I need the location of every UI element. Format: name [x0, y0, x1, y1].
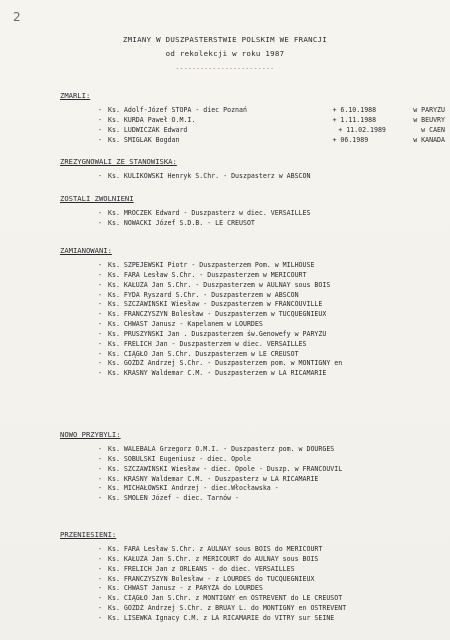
section-heading-zmarli: ZMARLI: [60, 91, 91, 100]
list-item: - Ks. PRUSZYŃSKI Jan . Duszpasterzem św.Genowefy w PARYŻU [60, 330, 445, 340]
list-item: - Ks. MROCZEK Edward - Duszpasterz w diec. VERSAILLES [60, 209, 445, 219]
decorative-divider: ------------------------ [175, 65, 275, 72]
list-item [60, 116, 445, 126]
section-heading-przeniesieni: PRZENIESIENI: [60, 530, 117, 539]
section-zamianowani [60, 246, 445, 379]
list-item: - Ks. SMOLEŃ Józef - diec. Tarnów - [60, 494, 445, 504]
deceased-date: + 11.02.1989 [338, 125, 386, 134]
deceased-place: w KANADA [413, 135, 445, 144]
document-subtitle: od rekolekcji w roku 1987 [165, 49, 285, 58]
list-item: - Ks. KRASNY Waldemar C.M. - Duszpasterz w LA RICAMARIE [60, 475, 445, 485]
section-przeniesieni [60, 530, 445, 624]
section-zrezygnowali [60, 157, 445, 182]
list-item: - Ks. NOWACKI Józef S.D.B. - LE CREUSOT [60, 219, 445, 229]
list-item [60, 126, 445, 136]
list-item: - Ks. SOBULSKI Eugeniusz - diec. Opole [60, 455, 445, 465]
list-item: - Ks. SZCZAWIŃSKI Wiesław - diec. Opole - Duszp. w FRANCOUVIL [60, 465, 445, 475]
section-zwolnieni [60, 194, 445, 229]
deceased-name: - Ks. KURDA Paweł O.M.I. [108, 115, 196, 124]
section-heading-zrezygnowali: ZREZYGNOWALI ZE STANOWISKA: [60, 157, 177, 166]
list-item: - Ks. CIĄGŁO Jan S.Chr. Duszpasterzem w LE CREUSOT [60, 350, 445, 360]
list-item: - Ks. FRELICH Jan - Duszpasterzem w diec. VERSAILLES [60, 340, 445, 350]
page-number-mark: 2 [13, 10, 21, 24]
list-item: - Ks. CHWAST Janusz - Kapelanem w LOURDES [60, 320, 445, 330]
list-item: - Ks. GOŹDŹ Andrzej S.Chr. z BRUAY L. do MONTIGNY en OSTREVENT [60, 604, 445, 614]
deceased-date: + 1.11.1988 [332, 115, 377, 124]
section-zmarli [60, 91, 445, 145]
deceased-name: - Ks. LUDWICZAK Edward [108, 125, 188, 134]
list-item: - Ks. KAŁUŻA Jan S.Chr. z MERICOURT do AULNAY sous BOIS [60, 555, 445, 565]
section-heading-zwolnieni: ZOSTALI ZWOLNIENI [60, 194, 134, 203]
list-item: - Ks. FRELICH Jan z ORLEANS - do diec. VERSAILLES [60, 565, 445, 575]
section-nowo-przybyli [60, 430, 445, 504]
deceased-place: w BEUVRY [413, 115, 445, 124]
deceased-place: w PARYŻU [413, 106, 445, 114]
list-item: - Ks. LISEWKA Ignacy C.M. z LA RICAMARIE do VITRY sur SEINE [60, 614, 445, 624]
deceased-place: w CAEN [421, 125, 445, 134]
list-item: - Ks. KULIKOWSKI Henryk S.Chr. - Duszpasterz w ABSCON [60, 172, 445, 182]
list-item: - Ks. FRANCZYSZYN Bolesław - Duszpasterzem w TUCQUEGNIEUX [60, 310, 445, 320]
list-item: - Ks. FARA Lesław S.Chr. z AULNAY sous BOIS do MERICOURT [60, 545, 445, 555]
list-item: - Ks. SZCZAWIŃSKI Wiesław - Duszpasterzem w FRANCOUVILLE [60, 300, 445, 310]
deceased-name: - Ks. ŚMIGLAK Bogdan [108, 135, 180, 144]
list-item: - Ks. FYDA Ryszard S.Chr. - Duszpasterzem w ABSCON [60, 291, 445, 301]
list-item: - Ks. GOŹDŹ Andrzej S.Chr. - Duszpasterzem pom. w MONTIGNY en [60, 359, 445, 369]
list-item: - Ks. KAŁUŻA Jan S.Chr. - Duszpasterzem w AULNAY sous BOIS [60, 281, 445, 291]
list-item: - Ks. SZPEJEWSKI Piotr - Duszpasterzem Pom. w MILHOUSE [60, 261, 445, 271]
list-item: - Ks. CHWAST Janusz - z PARYŻA do LOURDES [60, 584, 445, 594]
list-item: - Ks. FARA Lesław S.Chr. - Duszpasterzem w MERICOURT [60, 271, 445, 281]
list-item: - Ks. MICHAŁOWSKI Andrzej - diec.Włocławska - [60, 484, 445, 494]
list-item [60, 106, 445, 116]
list-item: - Ks. KRASNY Waldemar C.M. - Duszpasterzem w LA RICAMARIE [60, 369, 445, 379]
deceased-date: + 06.1989 [332, 135, 369, 144]
deceased-date: + 6.10.1988 [332, 106, 377, 114]
deceased-name: - Ks. Adolf-Józef STOPA - diec Poznań [108, 106, 247, 114]
list-item: - Ks. FRANCZYSZYN Bolesław - z LOURDES do TUCQUEGNIEUX [60, 575, 445, 585]
list-item: - Ks. WALEBALA Grzegorz O.M.I. - Duszpasterz pom. w DOURGES [60, 445, 445, 455]
list-item: - Ks. CIĄGŁO Jan S.Chr. z MONTIGNY en OSTREVENT do LE CREUSOT [60, 594, 445, 604]
document-title: ZMIANY W DUSZPASTERSTWIE POLSKIM WE FRANCJI [122, 35, 328, 44]
section-heading-zamianowani: ZAMIANOWANI: [60, 246, 112, 255]
list-item [60, 136, 445, 146]
section-heading-nowo-przybyli: NOWO PRZYBYLI: [60, 430, 121, 439]
